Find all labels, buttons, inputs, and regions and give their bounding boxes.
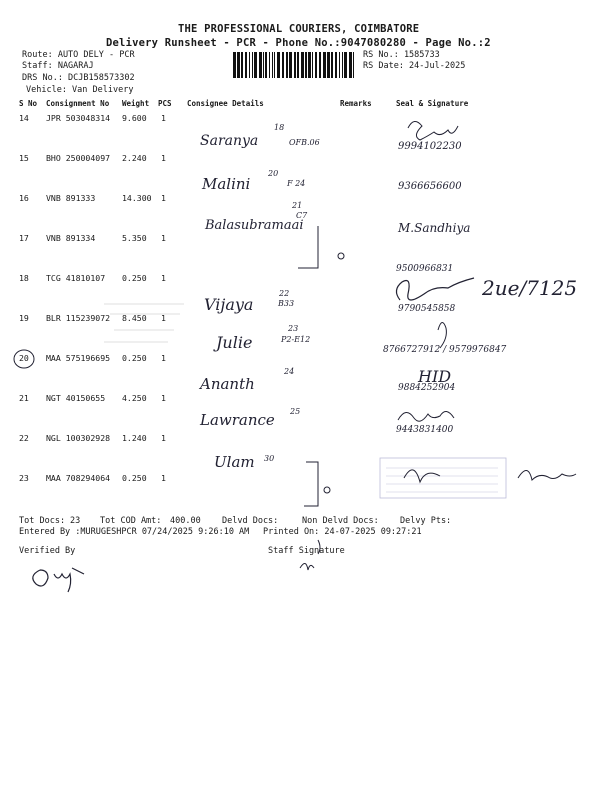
tot-docs-label: Tot Docs: — [19, 516, 66, 526]
staff-label: Staff: NAGARAJ — [22, 61, 94, 71]
receiver-phone: 9443831400 — [396, 425, 454, 435]
tot-docs-value: 23 — [70, 516, 81, 526]
signature-row20 — [438, 322, 446, 348]
row-pcs: 1 — [161, 313, 166, 323]
col-pcs: PCS — [158, 99, 172, 108]
consignee-name: Malini — [202, 175, 251, 193]
row-consignment: VNB 891333 — [46, 193, 96, 203]
row-weight: 8.450 — [122, 313, 147, 323]
row-weight: 0.250 — [122, 273, 147, 283]
consignee-note2: P2-E12 — [281, 335, 311, 344]
row-consignment: NGT 40150655 — [46, 393, 106, 403]
row-weight: 0.250 — [122, 353, 147, 363]
row-weight: 0.250 — [122, 473, 147, 483]
row-consignment: MAA 708294064 — [46, 473, 111, 483]
tot-cod-label: Tot COD Amt: — [100, 516, 162, 526]
verified-signature — [33, 568, 84, 592]
stamp-row23 — [380, 458, 506, 498]
row-sno: 23 — [19, 473, 29, 483]
row-consignment: VNB 891334 — [46, 233, 96, 243]
consignee-name: Vijaya — [204, 295, 254, 314]
signature-row22 — [398, 411, 454, 421]
row-sno: 17 — [19, 233, 29, 243]
col-consignment: Consignment No — [46, 99, 110, 108]
row-sno: 14 — [19, 113, 29, 123]
row-weight: 14.300 — [122, 193, 152, 203]
consignee-note: 21 — [292, 201, 303, 210]
printed-on: Printed On: 24-07-2025 09:27:21 — [263, 527, 422, 537]
delvd-docs-label: Delvd Docs: — [222, 516, 279, 526]
receiver-phone: 9994102230 — [398, 141, 462, 152]
row-consignment: TCG 41810107 — [46, 273, 106, 283]
row-weight: 4.250 — [122, 393, 147, 403]
non-delvd-docs-label: Non Delvd Docs: — [302, 516, 379, 526]
company-title: THE PROFESSIONAL COURIERS, COIMBATORE — [178, 23, 420, 35]
signature-row19 — [396, 278, 474, 300]
row-pcs: 1 — [161, 273, 166, 283]
row-sno: 18 — [19, 273, 29, 283]
bracket-row23 — [304, 462, 318, 506]
col-remarks: Remarks — [340, 99, 372, 108]
receiver-phone: 9790545858 — [398, 304, 456, 314]
entered-by: Entered By :MURUGESHPCR 07/24/2025 9:26:10 AM — [19, 527, 250, 537]
row-pcs: 1 — [161, 393, 166, 403]
consignee-note2: B33 — [278, 299, 295, 308]
consignee-name: Lawrance — [200, 411, 275, 429]
consignee-note: 30 — [264, 454, 275, 463]
row-sno: 21 — [19, 393, 29, 403]
route-label: Route: AUTO DELY - PCR — [22, 50, 135, 60]
consignee-note: 22 — [279, 289, 290, 298]
receiver-phone: 9500966831 — [396, 264, 454, 274]
consignee-note2: F 24 — [287, 179, 306, 188]
row-consignment: NGL 100302928 — [46, 433, 111, 443]
signature-row14 — [408, 121, 458, 140]
bracket-row16 — [298, 226, 318, 268]
vehicle-label: Vehicle: Van Delivery — [26, 85, 134, 95]
receiver-sign: HID — [418, 367, 452, 386]
row-consignment: MAA 575196695 — [46, 353, 111, 363]
consignee-name: Julie — [216, 333, 253, 352]
consignee-note: 20 — [268, 169, 279, 178]
row-20-circle — [14, 350, 34, 368]
staff-signature-label: Staff Signature — [268, 546, 345, 556]
tot-cod-value: 400.00 — [170, 516, 201, 526]
rs-number: RS No.: 1585733 — [363, 50, 440, 60]
rs-date: RS Date: 24-Jul-2025 — [363, 61, 466, 71]
drs-number: DRS No.: DCJB158573302 — [22, 73, 135, 83]
row-pcs: 1 — [161, 233, 166, 243]
row-pcs: 1 — [161, 113, 166, 123]
consignee-name: Balasubramaai — [205, 218, 304, 233]
row-sno: 20 — [19, 353, 29, 363]
consignee-name: Saranya — [200, 133, 259, 149]
consignee-note2: C7 — [296, 211, 308, 220]
receiver-phone: 9366656600 — [398, 181, 462, 192]
receiver-phone: 9884252904 — [398, 383, 456, 393]
row-weight: 1.240 — [122, 433, 147, 443]
consignee-name: Ulam — [214, 453, 255, 471]
row-pcs: 1 — [161, 193, 166, 203]
receiver-sign: M.Sandhiya — [398, 221, 471, 235]
consignee-note: 24 — [284, 367, 295, 376]
row-consignment: JPR 503048314 — [46, 113, 111, 123]
row-pcs: 1 — [161, 433, 166, 443]
receiver-sign: 2ue/7125 — [482, 276, 578, 300]
col-sno: S No — [19, 99, 38, 108]
row-sno: 19 — [19, 313, 29, 323]
row-weight: 2.240 — [122, 153, 147, 163]
consignee-note: 25 — [290, 407, 301, 416]
row-sno: 22 — [19, 433, 29, 443]
row-sno: 16 — [19, 193, 29, 203]
row-pcs: 1 — [161, 473, 166, 483]
consignee-note2: OFB.06 — [289, 138, 320, 147]
verified-by-label: Verified By — [19, 546, 76, 556]
receiver-phone: 8766727912 / 9579976847 — [383, 345, 507, 355]
col-weight: Weight — [122, 99, 150, 108]
row-pcs: 1 — [161, 153, 166, 163]
col-seal: Seal & Signature — [396, 99, 469, 108]
row-pcs: 1 — [161, 353, 166, 363]
row-weight: 9.600 — [122, 113, 147, 123]
col-consignee: Consignee Details — [187, 99, 264, 108]
consignee-name: Ananth — [200, 375, 255, 393]
runsheet-subtitle: Delivery Runsheet - PCR - Phone No.:9047080280 - Page No.:2 — [106, 37, 491, 49]
row-sno: 15 — [19, 153, 29, 163]
delvy-pts-label: Delvy Pts: — [400, 516, 452, 526]
consignee-note: 23 — [288, 324, 299, 333]
row-consignment: BHO 250004097 — [46, 153, 111, 163]
row-weight: 5.350 — [122, 233, 147, 243]
consignee-note: 18 — [274, 123, 285, 132]
faint-stamp-marks — [104, 304, 184, 342]
row-consignment: BLR 115239072 — [46, 313, 111, 323]
